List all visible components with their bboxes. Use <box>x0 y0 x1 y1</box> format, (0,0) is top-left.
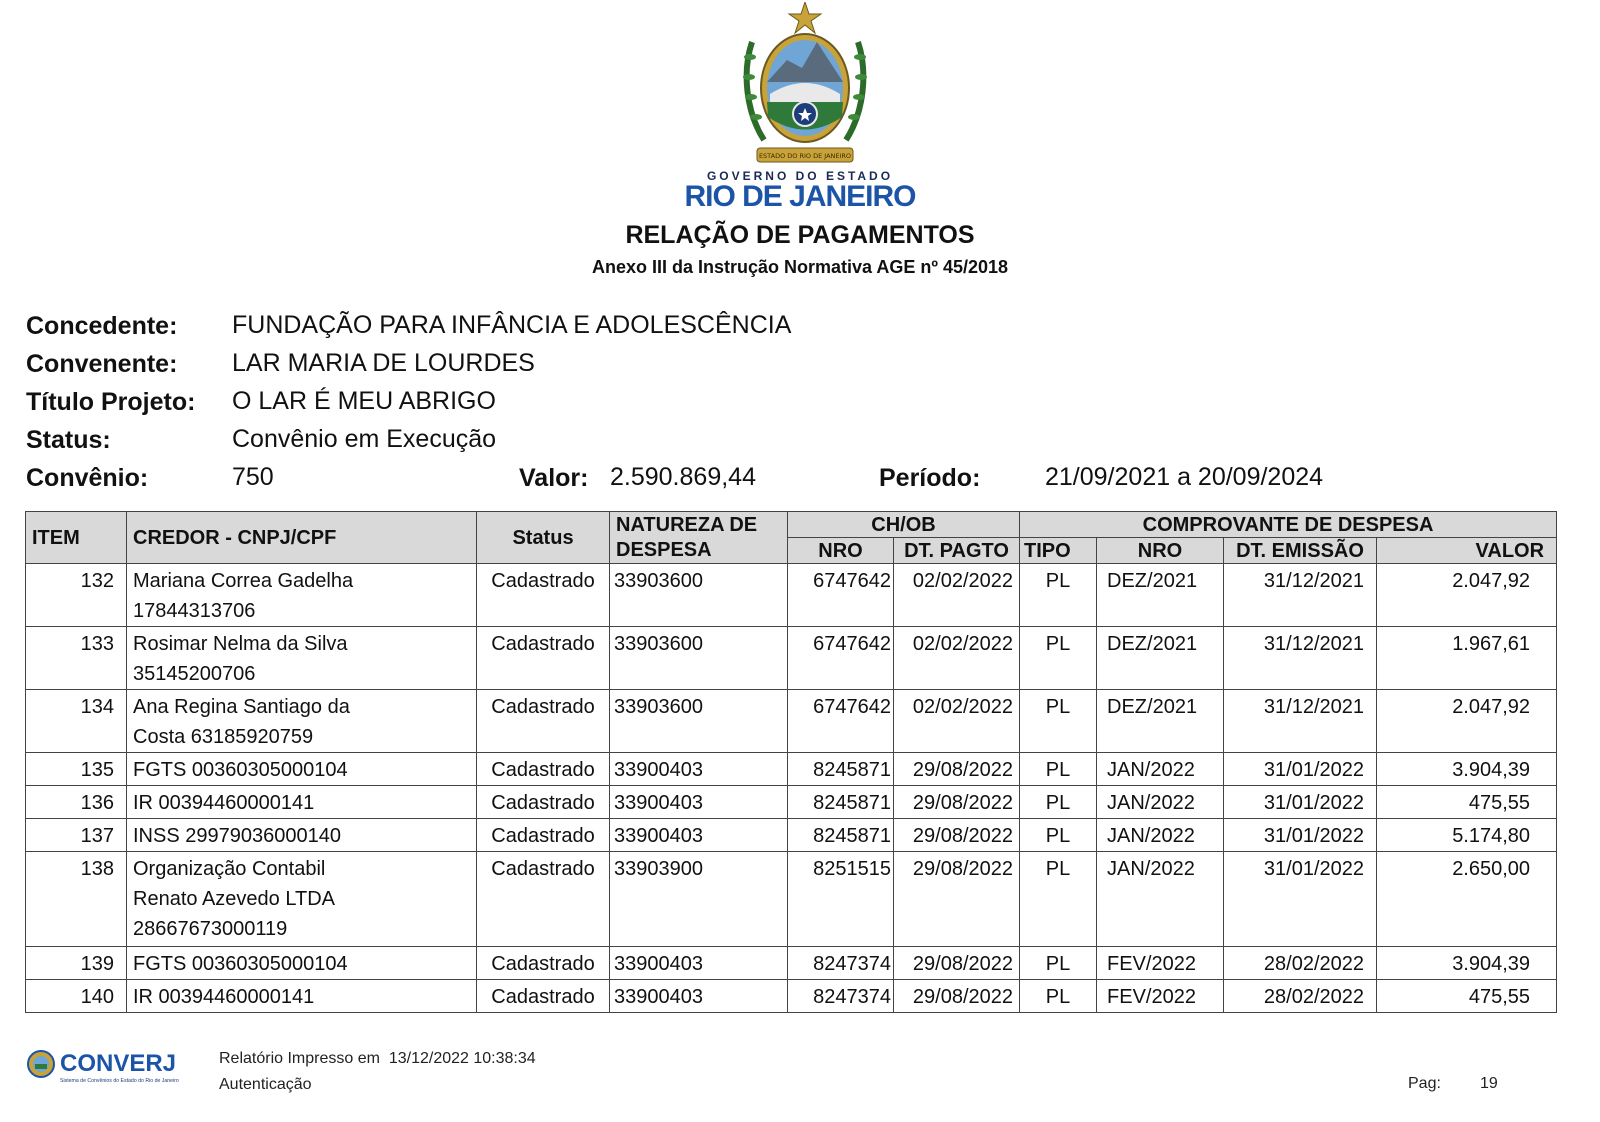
titulo-projeto-value: O LAR É MEU ABRIGO <box>232 387 496 415</box>
table-header <box>26 512 1557 564</box>
cell-item: 133 <box>26 627 127 690</box>
col-comprovante-header: COMPROVANTE DE DESPESA <box>1020 512 1557 538</box>
cell-dt-emissao: 31/12/2021 <box>1224 564 1377 627</box>
col-comp-nro-header: NRO <box>1097 538 1224 564</box>
cell-tipo: PL <box>1020 819 1097 852</box>
cell-natureza: 33900403 <box>610 753 788 786</box>
cell-tipo: PL <box>1020 980 1097 1013</box>
cell-ch-nro: 6747642 <box>788 690 894 753</box>
table-row <box>26 564 1557 627</box>
cell-credor <box>127 627 477 690</box>
credor-line: Mariana Correa Gadelha <box>133 570 354 592</box>
cell-natureza: 33903600 <box>610 564 788 627</box>
state-name: RIO DE JANEIRO <box>684 180 916 213</box>
cell-comp-nro: JAN/2022 <box>1097 852 1224 947</box>
col-natureza-header-line1: NATUREZA DE <box>610 512 788 538</box>
cell-dt-pagto: 29/08/2022 <box>894 819 1020 852</box>
titulo-projeto-label: Título Projeto: <box>26 388 196 416</box>
col-natureza-header-line2: DESPESA <box>610 538 788 564</box>
cell-dt-pagto: 29/08/2022 <box>894 947 1020 980</box>
government-line: GOVERNO DO ESTADO <box>706 169 894 183</box>
col-dt-emissao-header: DT. EMISSÃO <box>1224 538 1377 564</box>
cell-credor <box>127 947 477 980</box>
col-tipo-header: TIPO <box>1020 538 1097 564</box>
cell-dt-emissao: 28/02/2022 <box>1224 947 1377 980</box>
cell-credor <box>127 690 477 753</box>
table-row <box>26 690 1557 753</box>
cell-natureza: 33903600 <box>610 627 788 690</box>
cell-comp-nro: FEV/2022 <box>1097 947 1224 980</box>
credor-line: 17844313706 <box>133 600 256 622</box>
page-number: 19 <box>1480 1075 1498 1092</box>
table-row <box>26 786 1557 819</box>
converj-logo <box>26 1046 196 1086</box>
cell-ch-nro: 8245871 <box>788 786 894 819</box>
document-subtitle: Anexo III da Instrução Normativa AGE nº 45/2018 <box>591 257 1009 277</box>
cell-dt-pagto: 29/08/2022 <box>894 852 1020 947</box>
cell-comp-nro: DEZ/2021 <box>1097 690 1224 753</box>
table-row <box>26 627 1557 690</box>
valor-label: Valor: <box>519 464 589 492</box>
payments-table <box>25 511 1557 1013</box>
cell-valor: 3.904,39 <box>1377 947 1557 980</box>
status-label: Status: <box>26 426 111 454</box>
cell-comp-nro: FEV/2022 <box>1097 980 1224 1013</box>
cell-item: 140 <box>26 980 127 1013</box>
cell-status: Cadastrado <box>477 819 610 852</box>
col-valor-header: VALOR <box>1377 538 1557 564</box>
cell-credor <box>127 753 477 786</box>
concedente-value: FUNDAÇÃO PARA INFÂNCIA E ADOLESCÊNCIA <box>232 311 792 339</box>
credor-line: IR 00394460000141 <box>133 986 315 1008</box>
cell-dt-emissao: 31/01/2022 <box>1224 786 1377 819</box>
col-chob-nro-header: NRO <box>788 538 894 564</box>
table-row <box>26 753 1557 786</box>
cell-dt-emissao: 31/12/2021 <box>1224 690 1377 753</box>
cell-natureza: 33900403 <box>610 947 788 980</box>
cell-valor: 3.904,39 <box>1377 753 1557 786</box>
cell-ch-nro: 8251515 <box>788 852 894 947</box>
cell-dt-pagto: 02/02/2022 <box>894 627 1020 690</box>
periodo-label: Período: <box>879 464 981 492</box>
valor-value: 2.590.869,44 <box>610 463 756 491</box>
table-row <box>26 980 1557 1013</box>
col-credor-header: CREDOR - CNPJ/CPF <box>127 512 477 564</box>
cell-item: 137 <box>26 819 127 852</box>
periodo-value: 21/09/2021 a 20/09/2024 <box>1045 463 1324 491</box>
credor-line: Rosimar Nelma da Silva <box>133 633 348 655</box>
print-timestamp: Relatório Impresso em 13/12/2022 10:38:34 <box>219 1050 536 1067</box>
cell-valor: 475,55 <box>1377 980 1557 1013</box>
cell-status: Cadastrado <box>477 564 610 627</box>
table-row <box>26 819 1557 852</box>
converj-logo-text: CONVERJ <box>60 1050 177 1077</box>
col-status-header: Status <box>477 512 610 564</box>
credor-line: Organização Contabil <box>133 858 326 880</box>
col-chob-header: CH/OB <box>788 512 1020 538</box>
document-title: RELAÇÃO DE PAGAMENTOS <box>625 221 975 249</box>
convenente-value: LAR MARIA DE LOURDES <box>232 349 535 377</box>
cell-comp-nro: JAN/2022 <box>1097 786 1224 819</box>
cell-valor: 2.047,92 <box>1377 564 1557 627</box>
credor-line: 28667673000119 <box>133 918 288 940</box>
status-value: Convênio em Execução <box>232 425 497 453</box>
cell-item: 134 <box>26 690 127 753</box>
cell-status: Cadastrado <box>477 690 610 753</box>
convenio-value: 750 <box>232 463 274 491</box>
cell-ch-nro: 8247374 <box>788 947 894 980</box>
cell-status: Cadastrado <box>477 753 610 786</box>
cell-tipo: PL <box>1020 786 1097 819</box>
crest-ribbon-text: ESTADO DO RIO DE JANEIRO <box>758 152 852 160</box>
state-coat-of-arms <box>742 2 868 170</box>
cell-tipo: PL <box>1020 753 1097 786</box>
page-label: Pag: <box>1408 1075 1441 1092</box>
converj-logo-subtext: Sistema de Convênios do Estado do Rio de Janeiro <box>60 1078 179 1084</box>
cell-status: Cadastrado <box>477 852 610 947</box>
cell-status: Cadastrado <box>477 786 610 819</box>
cell-ch-nro: 8245871 <box>788 753 894 786</box>
cell-credor <box>127 819 477 852</box>
cell-dt-emissao: 31/01/2022 <box>1224 753 1377 786</box>
cell-credor <box>127 564 477 627</box>
cell-valor: 5.174,80 <box>1377 819 1557 852</box>
cell-dt-pagto: 29/08/2022 <box>894 786 1020 819</box>
credor-line: Ana Regina Santiago da <box>133 696 350 718</box>
cell-comp-nro: JAN/2022 <box>1097 819 1224 852</box>
cell-tipo: PL <box>1020 852 1097 947</box>
cell-ch-nro: 8247374 <box>788 980 894 1013</box>
cell-ch-nro: 6747642 <box>788 627 894 690</box>
credor-line: IR 00394460000141 <box>133 792 315 814</box>
col-dt-pagto-header: DT. PAGTO <box>894 538 1020 564</box>
cell-dt-emissao: 31/01/2022 <box>1224 819 1377 852</box>
cell-dt-emissao: 31/12/2021 <box>1224 627 1377 690</box>
credor-line: INSS 29979036000140 <box>133 825 341 847</box>
cell-dt-emissao: 31/01/2022 <box>1224 852 1377 947</box>
cell-dt-pagto: 29/08/2022 <box>894 980 1020 1013</box>
table-body <box>26 564 1557 1013</box>
credor-line: Costa 63185920759 <box>133 726 314 748</box>
cell-dt-pagto: 02/02/2022 <box>894 690 1020 753</box>
cell-comp-nro: DEZ/2021 <box>1097 627 1224 690</box>
cell-tipo: PL <box>1020 564 1097 627</box>
convenente-label: Convenente: <box>26 350 178 378</box>
authentication-label: Autenticação <box>219 1076 312 1093</box>
table-row <box>26 947 1557 980</box>
cell-credor <box>127 852 477 947</box>
cell-item: 139 <box>26 947 127 980</box>
cell-credor <box>127 980 477 1013</box>
credor-line: FGTS 00360305000104 <box>133 953 348 975</box>
cell-dt-emissao: 28/02/2022 <box>1224 980 1377 1013</box>
cell-tipo: PL <box>1020 947 1097 980</box>
credor-line: FGTS 00360305000104 <box>133 759 348 781</box>
cell-status: Cadastrado <box>477 980 610 1013</box>
credor-line: Renato Azevedo LTDA <box>133 888 335 910</box>
cell-comp-nro: DEZ/2021 <box>1097 564 1224 627</box>
cell-status: Cadastrado <box>477 947 610 980</box>
cell-valor: 2.047,92 <box>1377 690 1557 753</box>
cell-natureza: 33900403 <box>610 786 788 819</box>
col-item-header: ITEM <box>26 512 127 564</box>
cell-comp-nro: JAN/2022 <box>1097 753 1224 786</box>
cell-ch-nro: 8245871 <box>788 819 894 852</box>
cell-dt-pagto: 02/02/2022 <box>894 564 1020 627</box>
cell-dt-pagto: 29/08/2022 <box>894 753 1020 786</box>
concedente-label: Concedente: <box>26 312 178 340</box>
cell-credor <box>127 786 477 819</box>
cell-item: 138 <box>26 852 127 947</box>
cell-item: 132 <box>26 564 127 627</box>
table-row <box>26 852 1557 947</box>
cell-status: Cadastrado <box>477 627 610 690</box>
cell-natureza: 33900403 <box>610 980 788 1013</box>
cell-tipo: PL <box>1020 627 1097 690</box>
cell-item: 136 <box>26 786 127 819</box>
cell-valor: 1.967,61 <box>1377 627 1557 690</box>
cell-ch-nro: 6747642 <box>788 564 894 627</box>
convenio-label: Convênio: <box>26 464 149 492</box>
cell-item: 135 <box>26 753 127 786</box>
cell-natureza: 33903900 <box>610 852 788 947</box>
cell-natureza: 33903600 <box>610 690 788 753</box>
cell-natureza: 33900403 <box>610 819 788 852</box>
cell-tipo: PL <box>1020 690 1097 753</box>
credor-line: 35145200706 <box>133 663 256 685</box>
cell-valor: 475,55 <box>1377 786 1557 819</box>
cell-valor: 2.650,00 <box>1377 852 1557 947</box>
